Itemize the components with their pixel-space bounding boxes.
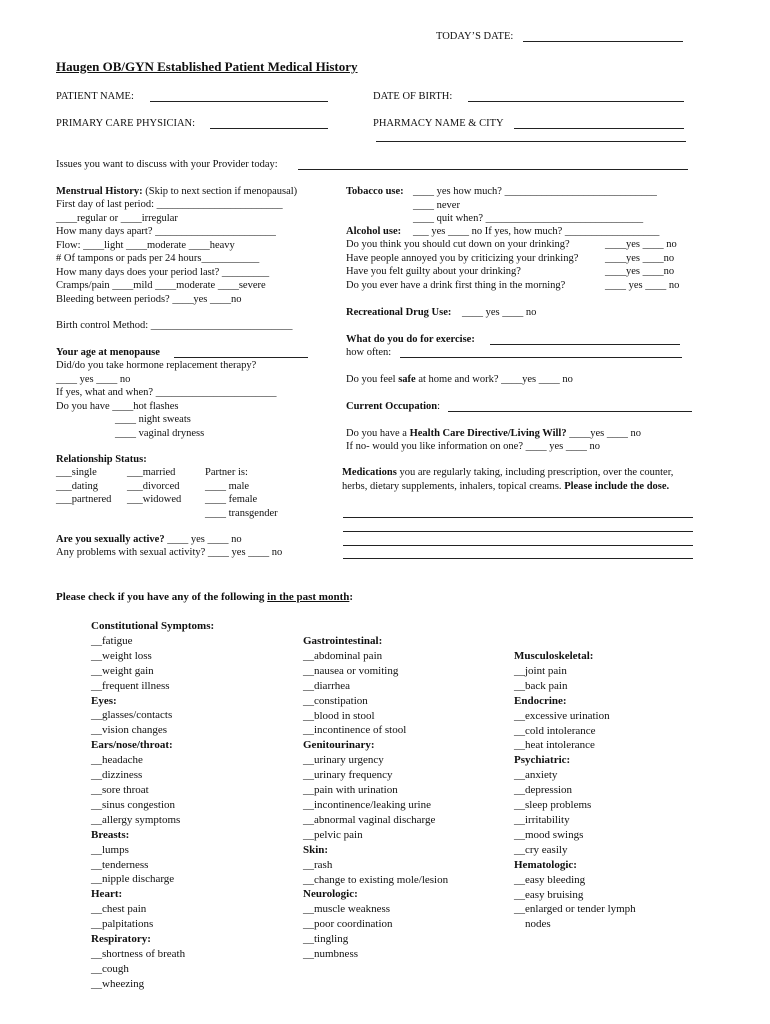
partner-option[interactable]: ____ transgender bbox=[205, 507, 278, 519]
symptom-category-heading: Gastrointestinal: bbox=[303, 635, 383, 647]
symptom-checkbox-item[interactable]: __allergy symptoms bbox=[91, 813, 181, 826]
symptom-checkbox-item[interactable]: __cold intolerance bbox=[514, 724, 596, 737]
menopause-age-field[interactable] bbox=[174, 357, 308, 358]
symptom-checkbox-item[interactable]: __sleep problems bbox=[514, 799, 592, 812]
menstrual-heading: Menstrual History: bbox=[56, 186, 143, 197]
directive-info-line[interactable]: If no- would you like information on one? ____ yes ____ no bbox=[346, 441, 600, 452]
checklist-underlined: in the past month bbox=[267, 591, 350, 603]
symptom-checkbox-item[interactable]: __nipple discharge bbox=[91, 873, 175, 886]
occupation-field[interactable] bbox=[448, 411, 692, 412]
symptom-category-heading: Psychiatric: bbox=[514, 754, 571, 767]
symptoms-col1 bbox=[91, 619, 214, 992]
alcohol-question: Do you ever have a drink first thing in the morning? bbox=[346, 279, 566, 291]
relationship-option[interactable]: ___married bbox=[127, 467, 176, 478]
symptom-checkbox-item[interactable]: __tingling bbox=[303, 933, 349, 946]
medications-text2: herbs, dietary supplements, inhalers, topical creams. bbox=[342, 481, 565, 492]
medications-field-2[interactable] bbox=[343, 531, 693, 532]
pharmacy-field[interactable] bbox=[514, 128, 684, 129]
symptom-checkbox-item[interactable]: __fatigue bbox=[91, 634, 133, 647]
symptom-checkbox-item[interactable]: __pain with urination bbox=[303, 784, 398, 797]
birth-control-line[interactable]: Birth control Method: ___________________________ bbox=[56, 320, 293, 331]
menstrual-line[interactable]: How many days apart? _______________________ bbox=[56, 226, 276, 237]
alcohol-answer-option[interactable]: ____ yes ____ no bbox=[605, 279, 680, 291]
checklist-post: : bbox=[349, 591, 354, 603]
menopause-line[interactable]: ____ yes ____ no bbox=[56, 373, 131, 385]
directive-bold: Health Care Directive/Living Will? bbox=[409, 428, 567, 439]
alcohol-questions bbox=[346, 238, 578, 292]
symptom-checkbox-item[interactable]: __anxiety bbox=[514, 769, 558, 782]
alcohol-question: Have you felt guilty about your drinking? bbox=[346, 266, 521, 277]
symptom-checkbox-item[interactable]: __easy bleeding bbox=[514, 873, 586, 886]
safe-pre: Do you feel bbox=[346, 374, 399, 385]
symptom-checkbox-item[interactable]: __abnormal vaginal discharge bbox=[303, 813, 436, 826]
symptom-checkbox-item[interactable]: __poor coordination bbox=[303, 918, 393, 931]
exercise-often-label: how often: bbox=[346, 347, 392, 358]
patient-name-field[interactable] bbox=[150, 101, 328, 102]
tobacco-never[interactable]: ____ never bbox=[413, 199, 460, 211]
relationship-col2 bbox=[127, 466, 181, 507]
symptom-checkbox-item[interactable]: __incontinence/leaking urine bbox=[303, 798, 431, 811]
symptom-checkbox-item[interactable]: __chest pain bbox=[91, 903, 147, 916]
menopause-indented bbox=[115, 413, 204, 440]
symptom-checkbox-item[interactable]: __sinus congestion bbox=[91, 798, 176, 811]
symptom-checkbox-item[interactable]: __excessive urination bbox=[514, 709, 610, 722]
symptom-checkbox-item[interactable]: nodes bbox=[514, 918, 551, 931]
alcohol-answer[interactable]: ___ yes ____ no If yes, how much? __________________ bbox=[413, 226, 660, 237]
menstrual-line[interactable]: ____regular or ____irregular bbox=[56, 212, 178, 224]
dob-field[interactable] bbox=[468, 101, 684, 102]
menstrual-line[interactable]: Cramps/pain ____mild ____moderate ____severe bbox=[56, 280, 266, 291]
tobacco-lines bbox=[413, 185, 657, 226]
menopause-lines bbox=[56, 359, 276, 413]
symptom-checkbox-item[interactable]: __wheezing bbox=[91, 977, 145, 990]
medications-dose: Please include the dose. bbox=[564, 481, 670, 492]
medications-field-4[interactable] bbox=[343, 558, 693, 559]
symptom-checkbox-item[interactable]: __easy bruising bbox=[514, 888, 584, 901]
exercise-often-field[interactable] bbox=[400, 357, 682, 358]
safe-row[interactable] bbox=[346, 373, 573, 387]
todays-date-field[interactable] bbox=[523, 41, 683, 42]
alcohol-answer-option[interactable]: ____yes ____no bbox=[605, 266, 675, 277]
symptom-checkbox-item[interactable]: __change to existing mole/lesion bbox=[303, 873, 449, 886]
menstrual-line[interactable]: Flow: ____light ____moderate ____heavy bbox=[56, 239, 235, 251]
dob-label: DATE OF BIRTH: bbox=[373, 91, 453, 102]
pharmacy-field-line2[interactable] bbox=[376, 141, 686, 142]
medications-line2 bbox=[342, 480, 669, 494]
symptom-checkbox-item[interactable]: __dizziness bbox=[91, 769, 143, 782]
occupation-row bbox=[346, 400, 440, 414]
menstrual-line[interactable]: # Of tampons or pads per 24 hours___________ bbox=[56, 253, 260, 264]
alcohol-answer-option[interactable]: ____yes ____no bbox=[605, 252, 675, 264]
symptom-checkbox-item[interactable]: __cough bbox=[91, 962, 129, 975]
relationship-option[interactable]: ___widowed bbox=[127, 494, 182, 505]
tobacco-quit[interactable]: ____ quit when? ______________________________ bbox=[413, 213, 644, 224]
symptom-checkbox-item[interactable]: __blood in stool bbox=[303, 709, 375, 722]
medications-line1 bbox=[342, 466, 673, 480]
symptom-category-heading: Ears/nose/throat: bbox=[91, 739, 173, 752]
symptom-category-heading: Musculoskeletal: bbox=[514, 650, 594, 662]
symptom-category-heading: Eyes: bbox=[91, 694, 117, 707]
relationship-option[interactable]: ___partnered bbox=[56, 494, 112, 505]
medications-field-1[interactable] bbox=[343, 517, 693, 518]
menopause-line[interactable]: If yes, what and when? _______________________ bbox=[56, 387, 277, 398]
symptom-checkbox-item[interactable]: __mood swings bbox=[514, 828, 584, 841]
relationship-option[interactable]: ___divorced bbox=[127, 480, 180, 492]
occupation-colon: : bbox=[437, 401, 441, 412]
symptom-checkbox-item[interactable]: __lumps bbox=[91, 843, 129, 856]
symptom-checkbox-item[interactable]: __vision changes bbox=[91, 724, 168, 737]
symptom-checkbox-item[interactable]: __sore throat bbox=[91, 783, 149, 796]
symptom-category-heading: Endocrine: bbox=[514, 694, 567, 707]
menstrual-heading-row bbox=[56, 185, 297, 199]
symptom-checkbox-item[interactable]: __glasses/contacts bbox=[91, 709, 173, 722]
pcp-field[interactable] bbox=[210, 128, 328, 129]
exercise-field[interactable] bbox=[490, 344, 680, 345]
sexually-active-row[interactable] bbox=[56, 533, 242, 547]
issues-label: Issues you want to discuss with your Provider today: bbox=[56, 159, 278, 170]
symptom-checkbox-item[interactable]: __muscle weakness bbox=[303, 903, 391, 916]
symptom-checkbox-item[interactable]: __constipation bbox=[303, 694, 368, 707]
symptom-checkbox-item[interactable]: __incontinence of stool bbox=[303, 724, 407, 737]
relationship-col1 bbox=[56, 466, 111, 507]
directive-pre: Do you have a bbox=[346, 428, 410, 439]
symptom-checkbox-item[interactable]: __shortness of breath bbox=[91, 947, 186, 960]
issues-field[interactable] bbox=[298, 169, 688, 170]
menopause-line[interactable]: Do you have ____hot flashes bbox=[56, 400, 179, 412]
relationship-option[interactable]: ___single bbox=[56, 467, 97, 478]
partner-option[interactable]: ____ male bbox=[205, 480, 250, 492]
sexually-active-label: Are you sexually active? bbox=[56, 534, 165, 545]
symptoms-col3 bbox=[514, 649, 636, 932]
symptom-checkbox-item[interactable]: __heat intolerance bbox=[514, 739, 595, 752]
directive-row[interactable] bbox=[346, 427, 641, 441]
symptom-checkbox-item[interactable]: __palpitations bbox=[91, 918, 154, 931]
sexual-problems-line[interactable]: Any problems with sexual activity? ____ yes ____ no bbox=[56, 547, 283, 558]
tobacco-label: Tobacco use: bbox=[346, 186, 404, 197]
menopause-line: Did/do you take hormone replacement therapy? bbox=[56, 360, 257, 371]
symptom-checkbox-item[interactable]: __weight loss bbox=[91, 649, 152, 662]
symptom-category-heading: Hematologic: bbox=[514, 858, 577, 871]
symptom-checkbox-item[interactable]: __diarrhea bbox=[303, 679, 351, 692]
menstrual-line[interactable]: First day of last period: ________________________ bbox=[56, 199, 283, 210]
drug-use-row bbox=[346, 306, 536, 320]
symptom-checkbox-item[interactable]: __joint pain bbox=[514, 664, 567, 677]
partner-option[interactable]: ____ female bbox=[205, 494, 258, 505]
vaginal-dryness-option[interactable]: ____ vaginal dryness bbox=[115, 427, 205, 439]
pharmacy-label: PHARMACY NAME & CITY bbox=[373, 118, 504, 129]
medications-text1: you are regularly taking, including prescription, over the counter, bbox=[396, 467, 674, 478]
medications-bold: Medications bbox=[342, 467, 397, 478]
symptom-checkbox-item[interactable]: __urinary urgency bbox=[303, 754, 384, 767]
symptom-checkbox-item[interactable]: __depression bbox=[514, 784, 573, 797]
symptom-category-heading: Genitourinary: bbox=[303, 739, 375, 752]
alcohol-question: Do you think you should cut down on your drinking? bbox=[346, 239, 570, 250]
symptom-checkbox-item[interactable]: __enlarged or tender lymph bbox=[514, 903, 636, 916]
relationship-option[interactable]: ___dating bbox=[56, 480, 98, 492]
symptom-category-heading: Neurologic: bbox=[303, 888, 358, 901]
symptom-category-heading: Breasts: bbox=[91, 828, 130, 841]
symptom-category-heading: Heart: bbox=[91, 888, 123, 901]
sexually-active-answer[interactable]: ____ yes ____ no bbox=[167, 534, 242, 545]
occupation-label: Current Occupation bbox=[346, 401, 438, 412]
alcohol-label: Alcohol use: bbox=[346, 226, 402, 237]
checklist-pre: Please check if you have any of the following bbox=[56, 591, 268, 603]
symptom-checkbox-item[interactable]: __abdominal pain bbox=[303, 649, 383, 662]
symptom-checkbox-item[interactable]: __back pain bbox=[514, 679, 568, 692]
night-sweats-option[interactable]: ____ night sweats bbox=[115, 414, 191, 425]
tobacco-yes[interactable]: ____ yes how much? _____________________________ bbox=[413, 186, 657, 197]
symptom-category-heading: Respiratory: bbox=[91, 933, 151, 946]
symptom-checkbox-item[interactable]: __weight gain bbox=[91, 664, 154, 677]
menopause-heading: Your age at menopause bbox=[56, 347, 160, 358]
symptom-checkbox-item[interactable]: __rash bbox=[303, 858, 333, 871]
alcohol-answer-option[interactable]: ____yes ____ no bbox=[605, 239, 677, 250]
symptom-checkbox-item[interactable]: __cry easily bbox=[514, 843, 568, 856]
safe-post[interactable]: at home and work? ____yes ____ no bbox=[415, 374, 573, 385]
symptom-category-heading: Skin: bbox=[303, 843, 329, 856]
directive-answer[interactable]: ____yes ____ no bbox=[566, 428, 641, 439]
relationship-heading: Relationship Status: bbox=[56, 454, 147, 465]
symptom-checkbox-item[interactable]: __frequent illness bbox=[91, 679, 170, 692]
symptom-checkbox-item[interactable]: __numbness bbox=[303, 948, 358, 961]
drug-use-label: Recreational Drug Use: bbox=[346, 307, 452, 318]
drug-use-answer[interactable]: ____ yes ____ no bbox=[462, 307, 537, 318]
partner-label: Partner is: bbox=[205, 467, 248, 478]
safe-bold: safe bbox=[398, 374, 416, 385]
symptom-checkbox-item[interactable]: __irritability bbox=[514, 813, 570, 826]
menstrual-line[interactable]: Bleeding between periods? ____yes ____no bbox=[56, 293, 242, 305]
symptoms-col2 bbox=[303, 634, 448, 962]
pcp-label: PRIMARY CARE PHYSICIAN: bbox=[56, 118, 196, 129]
symptom-checkbox-item[interactable]: __headache bbox=[91, 754, 143, 767]
medications-field-3[interactable] bbox=[343, 545, 693, 546]
checklist-heading bbox=[56, 591, 353, 605]
page-title: Haugen OB/GYN Established Patient Medical History bbox=[56, 59, 358, 74]
symptom-checkbox-item[interactable]: __tenderness bbox=[91, 858, 149, 871]
alcohol-question: Have people annoyed you by criticizing your drinking? bbox=[346, 252, 579, 264]
todays-date-label: TODAY’S DATE: bbox=[436, 31, 514, 42]
partner-col bbox=[205, 466, 278, 520]
alcohol-answers bbox=[605, 238, 679, 292]
symptom-checkbox-item[interactable]: __urinary frequency bbox=[303, 769, 393, 782]
menstrual-line[interactable]: How many days does your period last? _________ bbox=[56, 266, 270, 278]
exercise-label: What do you do for exercise: bbox=[346, 334, 475, 345]
symptom-checkbox-item[interactable]: __pelvic pain bbox=[303, 828, 363, 841]
symptom-checkbox-item[interactable]: __nausea or vomiting bbox=[303, 664, 399, 677]
patient-name-label: PATIENT NAME: bbox=[56, 91, 134, 102]
menstrual-lines bbox=[56, 198, 283, 306]
symptom-category-heading: Constitutional Symptoms: bbox=[91, 620, 215, 632]
menstrual-note: (Skip to next section if menopausal) bbox=[145, 186, 298, 197]
